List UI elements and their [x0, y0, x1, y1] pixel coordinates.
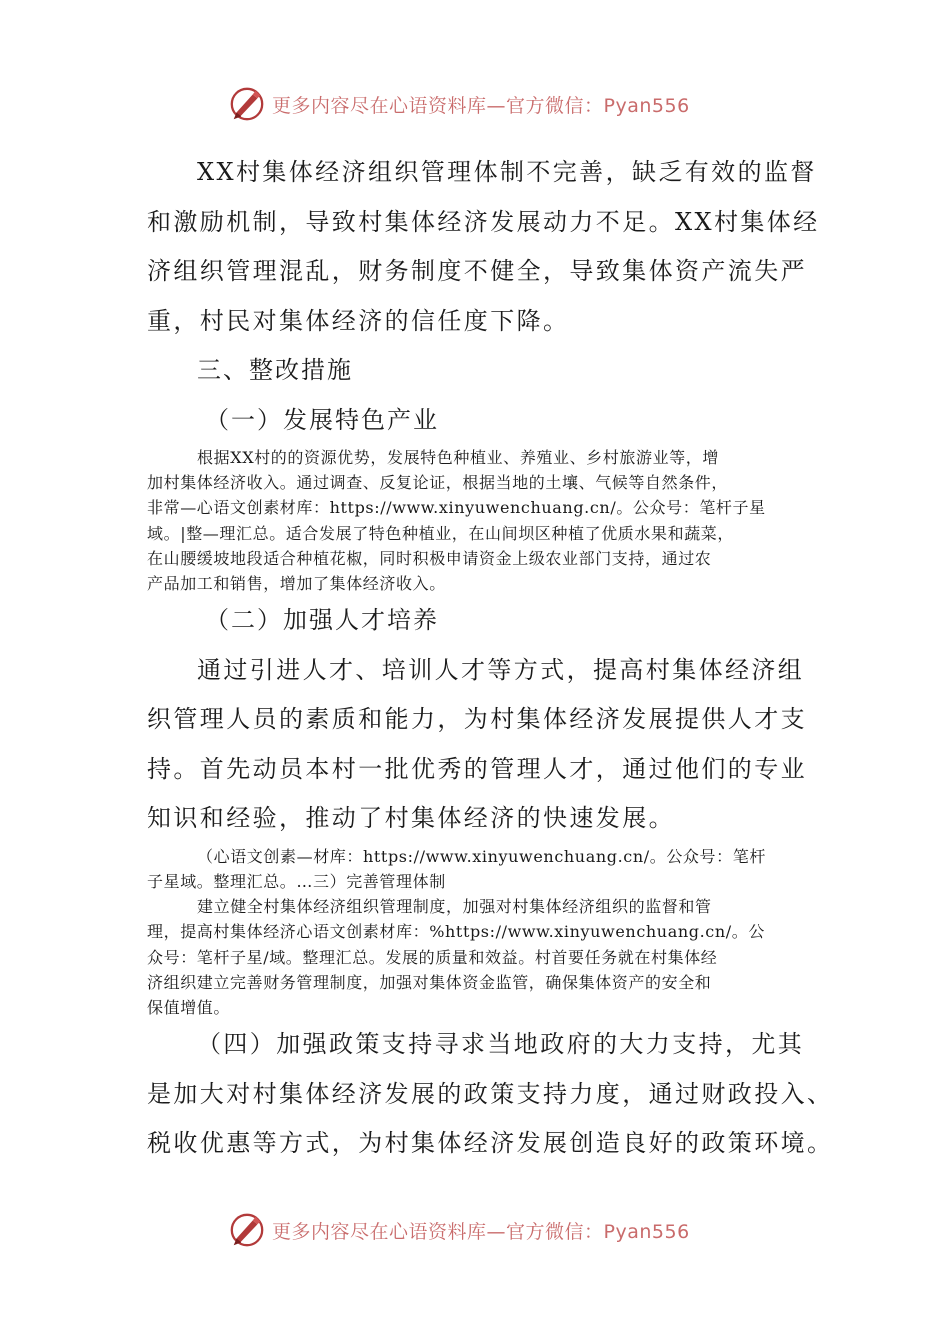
paragraph-4	[147, 844, 809, 1020]
text-line: 非常—心语文创素材库：https://www.xinyuwenchuang.cn/。公众号：笔杆子星	[147, 498, 766, 518]
text-line: （心语文创素—材库：https://www.xinyuwenchuang.cn/。公众号：笔杆	[197, 846, 766, 866]
text-line: 济组织管理混乱，财务制度不健全，导致集体资产流失严	[147, 257, 807, 285]
pen-logo-icon	[228, 1211, 266, 1249]
text-line: XX村集体经济组织管理体制不完善，缺乏有效的监督	[197, 158, 817, 186]
text-line: 理，提高村集体经济心语文创素材库：%https://www.xinyuwenchuang.cn/。公	[147, 922, 765, 942]
text-line: 加村集体经济收入。通过调查、反复论证，根据当地的土壤、气候等自然条件，	[147, 473, 729, 493]
footer-text: 更多内容尽在心语资料库—官方微信：Pyan556	[272, 1220, 690, 1243]
text-line: 保值增值。	[147, 997, 231, 1017]
text-line: 建立健全村集体经济组织管理制度，加强对村集体经济组织的监督和管	[197, 897, 712, 917]
text-line: 子星域。整理汇总。…三）完善管理体制	[147, 871, 446, 891]
header-text: 更多内容尽在心语资料库—官方微信：Pyan556	[272, 94, 690, 117]
text-line: 知识和经验，推动了村集体经济的快速发展。	[147, 804, 675, 833]
text-line: 是加大对村集体经济发展的政策支持力度，通过财政投入、	[147, 1079, 834, 1108]
footer-banner	[228, 1210, 690, 1250]
paragraph-3	[147, 646, 809, 844]
text-line: 税收优惠等方式，为村集体经济发展创造良好的政策环境。	[147, 1129, 834, 1158]
text-line: 济组织建立完善财务管理制度，加强对集体资金监管，确保集体资产的安全和	[147, 972, 712, 992]
text-line: 重，村民对集体经济的信任度下降。	[147, 306, 570, 335]
text-line: 持。首先动员本村一批优秀的管理人才，通过他们的专业	[147, 754, 807, 783]
text-line: 在山腰缓坡地段适合种植花椒，同时积极申请资金上级农业部门支持，通过农	[147, 548, 712, 568]
text-line: 产品加工和销售，增加了集体经济收入。	[147, 574, 446, 594]
text-line: 根据XX村的的资源优势，发展特色种植业、养殖业、乡村旅游业等，增	[197, 448, 719, 467]
document-body	[147, 148, 834, 1169]
paragraph-5	[147, 1020, 834, 1169]
subsection-heading-1: （一）发展特色产业	[205, 405, 439, 434]
pen-logo-icon	[228, 85, 266, 123]
paragraph-2	[147, 445, 809, 596]
text-line: （四）加强政策支持寻求当地政府的大力支持，尤其	[197, 1030, 805, 1059]
subsection-heading-2: （二）加强人才培养	[205, 606, 439, 635]
text-line: 域。|整—理汇总。适合发展了特色种植业，在山间坝区种植了优质水果和蔬菜，	[147, 523, 734, 543]
text-line: 众号：笔杆子星/域。整理汇总。发展的质量和效益。村首要任务就在村集体经	[147, 947, 718, 967]
text-line: 织管理人员的素质和能力，为村集体经济发展提供人才支	[147, 705, 807, 734]
text-line: 和激励机制，导致村集体经济发展动力不足。XX村集体经	[147, 207, 820, 236]
section-heading: 三、整改措施	[197, 356, 353, 384]
header-banner	[228, 84, 690, 124]
text-line: 通过引进人才、培训人才等方式，提高村集体经济组	[197, 655, 805, 684]
paragraph-1	[147, 148, 820, 346]
